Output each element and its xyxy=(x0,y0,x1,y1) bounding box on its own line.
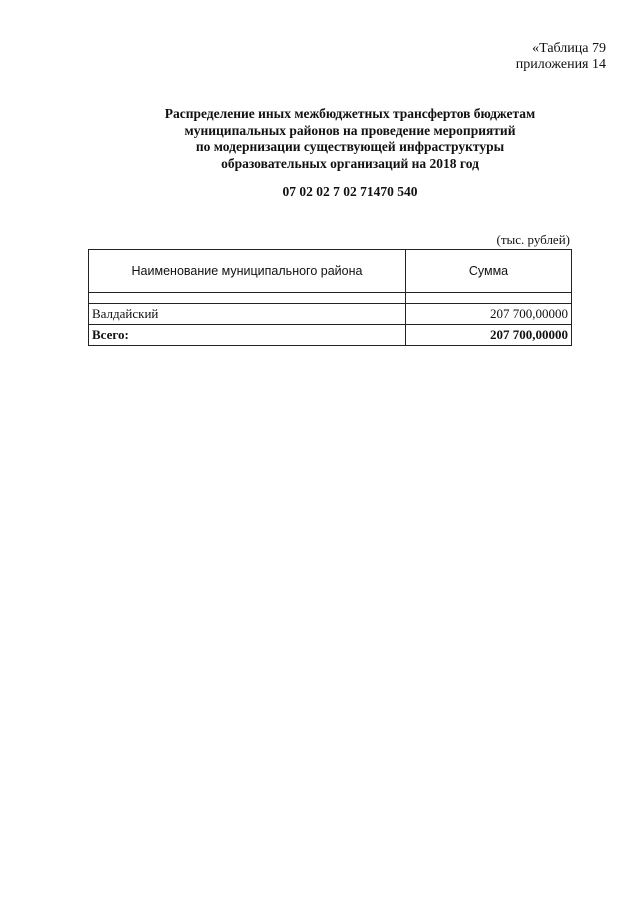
document-title xyxy=(100,106,600,172)
column-header-district: Наименование муниципального района xyxy=(89,250,406,293)
district-sum-cell: 207 700,00000 xyxy=(406,304,572,325)
table-total-row xyxy=(89,325,572,346)
table-reference xyxy=(516,41,606,73)
distribution-table xyxy=(88,249,572,346)
total-sum-cell: 207 700,00000 xyxy=(406,325,572,346)
units-label: (тыс. рублей) xyxy=(496,232,570,247)
appendix-number: приложения 14 xyxy=(515,57,606,72)
budget-code: 07 02 02 7 02 71470 540 xyxy=(282,184,418,199)
table-header-row xyxy=(89,250,572,293)
title-line-4: образовательных организаций на 2018 год xyxy=(221,155,479,171)
spacer-cell xyxy=(406,293,572,304)
table-number: «Таблица 79 xyxy=(532,41,606,56)
district-name-cell: Валдайский xyxy=(89,304,406,325)
total-label-cell: Всего: xyxy=(89,325,406,346)
table-row xyxy=(89,304,572,325)
title-line-2: муниципальных районов на проведение мероприятий xyxy=(184,122,516,138)
spacer-cell xyxy=(89,293,406,304)
title-line-1: Распределение иных межбюджетных трансфертов бюджетам xyxy=(164,106,536,121)
column-header-sum: Сумма xyxy=(406,250,572,293)
title-line-3: по модернизации существующей инфраструктуры xyxy=(195,139,505,154)
table-spacer-row xyxy=(89,293,572,304)
